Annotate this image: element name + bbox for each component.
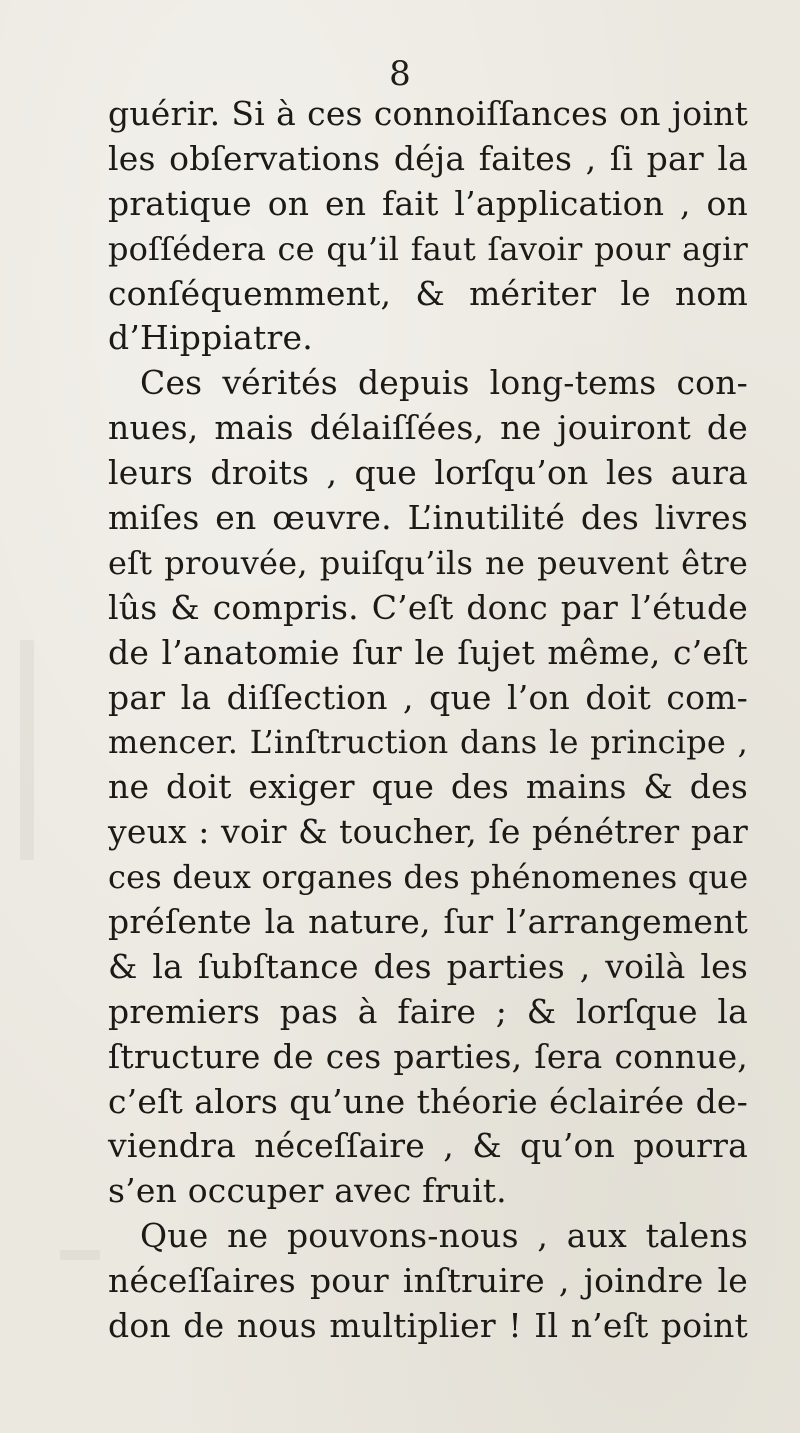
text-line: nues, mais délaiſſées, ne jouiront de bbox=[108, 408, 748, 448]
text-line: préſente la nature, ſur l’arrangement bbox=[108, 902, 748, 942]
paragraph-end-line: s’en occuper avec fruit. bbox=[108, 1171, 507, 1211]
text-line: néceſſaires pour inſtruire , joindre le bbox=[108, 1261, 748, 1301]
text-line: leurs droits , que lorſqu’on les aura bbox=[108, 453, 748, 493]
paragraph-start-line: Ces vérités depuis long-tems con- bbox=[140, 363, 748, 403]
text-line: conſéquemment, & mériter le nom bbox=[108, 273, 748, 313]
text-line: pratique on en fait l’application , on bbox=[108, 183, 748, 223]
text-line: poſſédera ce qu’il faut ſavoir pour agir bbox=[108, 229, 748, 268]
paragraph-end-line: d’Hippiatre. bbox=[108, 318, 313, 358]
text-line: par la diſſection , que l’on doit com- bbox=[108, 677, 748, 717]
paragraph-start-line: Que ne pouvons-nous , aux talens bbox=[140, 1216, 748, 1256]
text-line: ces deux organes des phénomenes que bbox=[108, 858, 749, 897]
text-line: & la ſubſtance des parties , voilà les bbox=[108, 946, 748, 986]
text-line: premiers pas à faire ; & lorſque la bbox=[108, 991, 748, 1031]
text-line: ſtructure de ces parties, ſera connue, bbox=[108, 1036, 748, 1076]
text-line: miſes en œuvre. L’inutilité des livres bbox=[108, 498, 748, 538]
paper-shadow bbox=[20, 640, 34, 860]
text-line: de l’anatomie ſur le ſujet même, c’eſt bbox=[108, 632, 748, 672]
text-line: les obſervations déja faites , ſi par la bbox=[108, 138, 748, 178]
text-line: c’eſt alors qu’une théorie éclairée de- bbox=[108, 1081, 748, 1121]
text-line: don de nous multiplier ! Il n’eſt point bbox=[108, 1306, 748, 1346]
text-line: lûs & compris. C’eſt donc par l’étude bbox=[108, 587, 748, 627]
text-line: eſt prouvée, puiſqu’ils ne peuvent être bbox=[108, 543, 748, 582]
text-line: ne doit exiger que des mains & des bbox=[108, 767, 748, 807]
paper-stain bbox=[60, 1250, 100, 1260]
page-number: 8 bbox=[389, 54, 411, 94]
text-line: mencer. L’inſtruction dans le principe , bbox=[108, 723, 748, 762]
text-line: yeux : voir & toucher, ſe pénétrer par bbox=[108, 812, 748, 852]
body-text bbox=[108, 92, 748, 1349]
text-line: guérir. Si à ces connoiſſances on joint bbox=[108, 94, 748, 133]
text-line: viendra néceſſaire , & qu’on pourra bbox=[108, 1126, 748, 1166]
